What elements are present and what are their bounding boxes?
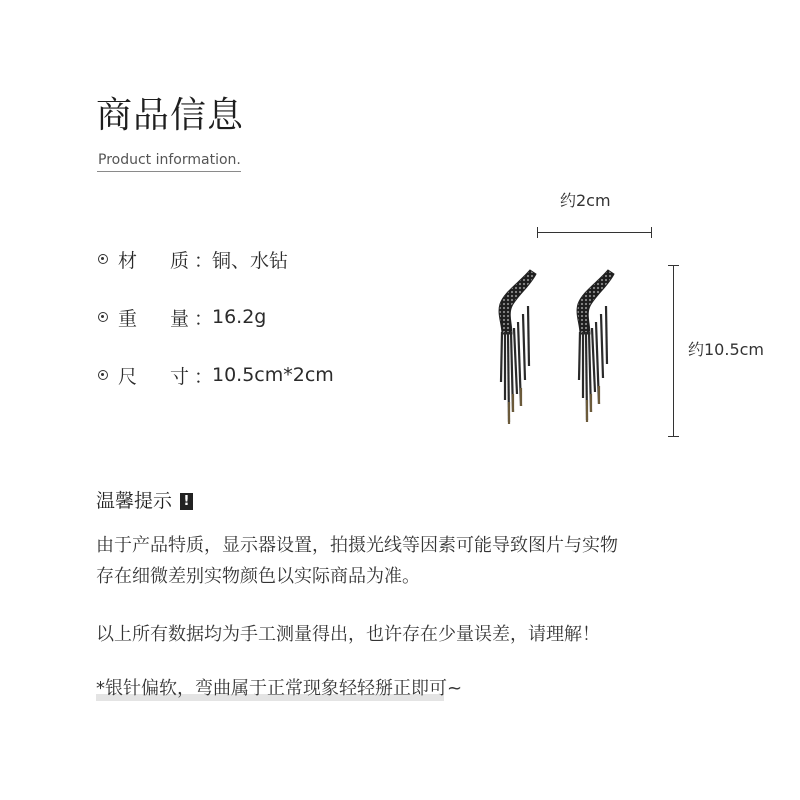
spec-row-size (98, 363, 334, 387)
spec-key-char1: 重 (118, 307, 138, 330)
bullet-icon (98, 312, 108, 322)
subtitle-underline (97, 171, 241, 172)
width-dimension-tick-left (537, 227, 538, 238)
bullet-icon (98, 370, 108, 380)
notice-paragraph-1-line-1: 由于产品特质，显示器设置，拍摄光线等因素可能导致图片与实物 (96, 535, 618, 556)
notice-paragraph-2: 以上所有数据均为手工测量得出，也许存在少量误差，请理解！ (96, 624, 600, 645)
notice-title-text: 温馨提示 (96, 490, 173, 512)
length-dimension-tick-top (668, 265, 679, 266)
earring-right (577, 270, 614, 422)
spec-key-char1: 材 (118, 249, 138, 272)
care-note: *银针偏软，弯曲属于正常现象轻轻掰正即可~ (96, 678, 463, 699)
spec-value: 16.2g (212, 306, 267, 328)
spec-key-char1: 尺 (118, 365, 138, 388)
length-dimension-tick-bottom (668, 436, 679, 437)
width-dimension-tick-right (651, 227, 652, 238)
page-subtitle: Product information. (98, 152, 241, 168)
width-dimension-label: 约2cm (560, 191, 611, 210)
spec-value: 铜、水钻 (212, 249, 289, 272)
spec-key-char2: 寸 (170, 365, 190, 388)
notice-paragraph-1-line-2: 存在细微差别实物颜色以实际商品为准。 (96, 566, 420, 587)
spec-key-char2: 质 (170, 249, 190, 272)
spec-row-material (98, 247, 288, 271)
warning-icon: ! (180, 493, 193, 510)
width-dimension-line (537, 232, 652, 233)
spec-key-char2: 量 (170, 307, 190, 330)
spec-value: 10.5cm*2cm (212, 364, 334, 386)
spec-colon: ： (194, 365, 214, 388)
spec-row-weight (98, 305, 266, 329)
length-dimension-label: 约10.5cm (688, 340, 765, 359)
bullet-icon (98, 254, 108, 264)
spec-colon: ： (194, 249, 214, 272)
spec-colon: ： (194, 307, 214, 330)
page-title: 商品信息 (96, 95, 245, 136)
length-dimension-line (673, 265, 674, 437)
earring-left (499, 270, 536, 424)
notice-title (96, 492, 193, 511)
tassel-earrings-icon (490, 262, 640, 437)
